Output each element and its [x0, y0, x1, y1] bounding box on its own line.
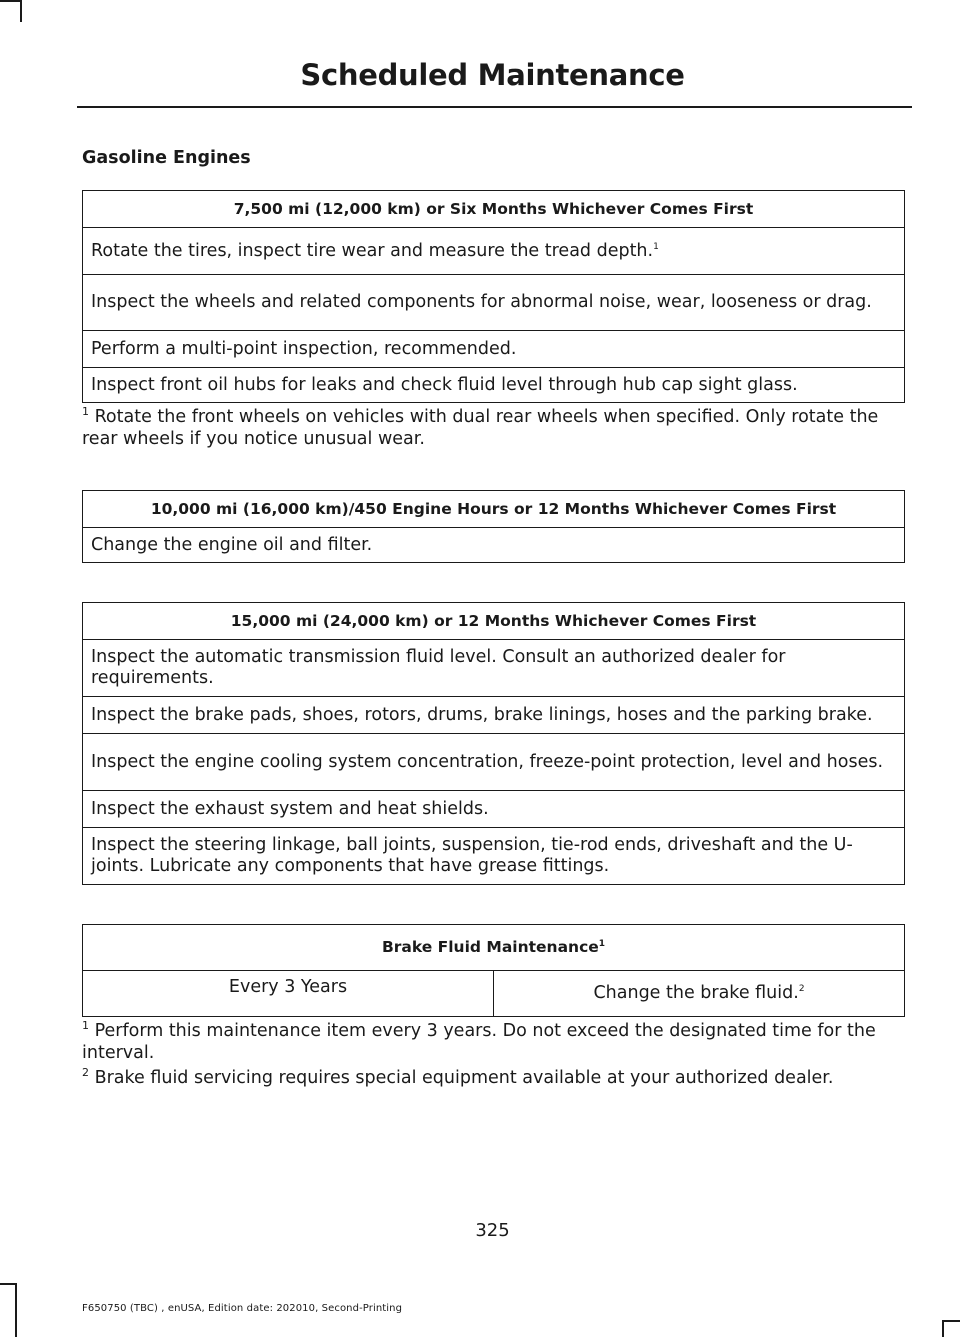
crop-mark-bottom-right — [942, 1320, 960, 1322]
table-row: Perform a multi-point inspection, recommended. — [83, 331, 905, 368]
table-row: Change the engine oil and filter. — [83, 528, 905, 563]
table-heading: 10,000 mi (16,000 km)/450 Engine Hours or 12 Months Whichever Comes First — [83, 491, 905, 528]
crop-mark-bottom-left-vertical — [15, 1283, 17, 1337]
crop-mark-top-left — [0, 0, 22, 2]
edition-info: F650750 (TBC) , enUSA, Edition date: 202010, Second-Printing — [82, 1303, 403, 1314]
table-row: Inspect the exhaust system and heat shields. — [83, 791, 905, 828]
action-cell: Change the brake fluid.$^2$ — [494, 971, 905, 1017]
maintenance-table-15000mi — [82, 602, 905, 885]
crop-mark-bottom-right-vertical — [942, 1320, 944, 1337]
table-heading: Brake Fluid Maintenance$^1$ — [83, 925, 905, 971]
footnote: $^1$ Rotate the front wheels on vehicles with dual rear wheels when specified. Only rotate the rear wheels if you notice unusual wear. — [82, 405, 879, 449]
crop-mark-top-left-vertical — [20, 0, 22, 22]
table-heading: 15,000 mi (24,000 km) or 12 Months Whichever Comes First — [83, 603, 905, 640]
table-row: Rotate the tires, inspect tire wear and measure the tread depth.$^1$ — [83, 228, 905, 275]
table-row: Inspect front oil hubs for leaks and check fluid level through hub cap sight glass. — [83, 368, 905, 403]
footnote: $^1$ Perform this maintenance item every 3 years. Do not exceed the designated time for the interval. — [82, 1019, 876, 1063]
crop-mark-bottom-left — [0, 1283, 16, 1285]
header-divider — [77, 106, 912, 108]
table-row: Inspect the steering linkage, ball joints, suspension, tie-rod ends, driveshaft and the U-joints. Lubricate any components that have grease fittings. — [83, 828, 905, 885]
table-heading: 7,500 mi (12,000 km) or Six Months Whichever Comes First — [83, 191, 905, 228]
table-row: Inspect the wheels and related components for abnormal noise, wear, looseness or drag. — [83, 275, 905, 331]
maintenance-table-10000mi — [82, 490, 905, 563]
table-row: Inspect the automatic transmission fluid level. Consult an authorized dealer for requirements. — [83, 640, 905, 697]
page-number: 325 — [475, 1220, 510, 1241]
interval-cell: Every 3 Years — [83, 971, 494, 1017]
maintenance-table-7500mi — [82, 190, 905, 403]
footnote: $^2$ Brake fluid servicing requires special equipment available at your authorized dealer. — [82, 1066, 834, 1088]
section-title: Gasoline Engines — [82, 148, 251, 168]
table-row: Inspect the engine cooling system concentration, freeze-point protection, level and hoses. — [83, 734, 905, 791]
table-row: Inspect the brake pads, shoes, rotors, drums, brake linings, hoses and the parking brake. — [83, 697, 905, 734]
brake-fluid-table — [82, 924, 905, 1017]
page-header-title: Scheduled Maintenance — [300, 58, 685, 92]
